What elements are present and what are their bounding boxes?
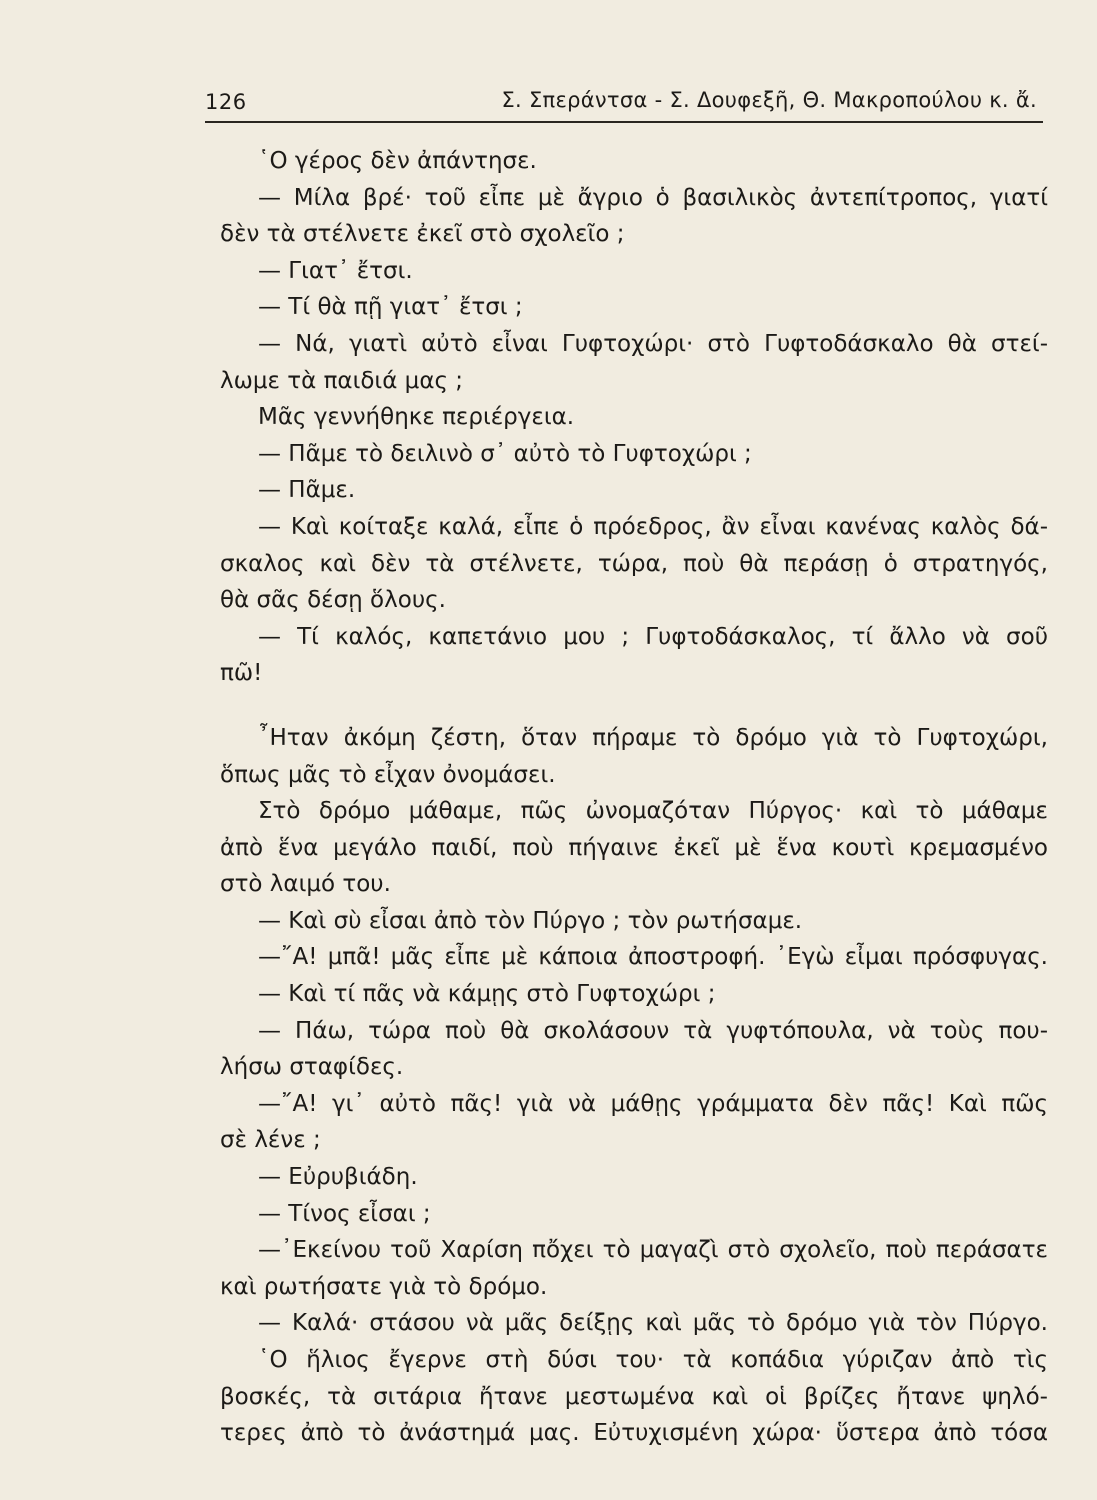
page-number: 126 [205,90,247,114]
text-line: —῎Α! γι᾽ αὐτὸ πᾶς! γιὰ νὰ μάθῃς γράμματα δὲν πᾶς! Καὶ πῶς [258,1090,1048,1117]
text-line: στὸ λαιμό του. [220,871,391,898]
text-line: ὅπως μᾶς τὸ εἶχαν ὀνομάσει. [220,761,556,788]
text-line: βοσκές, τὰ σιτάρια ἤτανε μεστωμένα καὶ οἱ βρίζες ἤτανε ψηλό- [220,1383,1048,1410]
text-line: σκαλος καὶ δὲν τὰ στέλνετε, τώρα, ποὺ θὰ περάσῃ ὁ στρατηγός, [220,550,1048,577]
text-line: καὶ ρωτήσατε γιὰ τὸ δρόμο. [220,1273,548,1300]
text-line: Μᾶς γεννήθηκε περιέργεια. [258,404,575,431]
text-line: — Μίλα βρέ· τοῦ εἶπε μὲ ἄγριο ὁ βασιλικὸς ἀντεπίτροπος, γιατί [258,184,1048,211]
text-line: ῾Ο γέρος δὲν ἀπάντησε. [258,148,537,174]
text-line: — Καὶ κοίταξε καλά, εἶπε ὁ πρόεδρος, ἂν εἶναι κανένας καλὸς δά- [258,513,1048,540]
running-head: Σ. Σπεράντσα - Σ. Δουφεξῆ, Θ. Μακροπούλου κ. ἄ. [501,88,1037,112]
text-line: — Τίνος εἶσαι ; [258,1200,431,1227]
text-line: —᾽Εκείνου τοῦ Χαρίση πὄχει τὸ μαγαζὶ στὸ σχολεῖο, ποὺ περάσατε [258,1237,1048,1264]
header-rule [205,121,1043,123]
text-line: — Πᾶμε. [258,477,356,504]
text-line: θὰ σᾶς δέσῃ ὅλους. [220,587,446,614]
text-line: τερες ἀπὸ τὸ ἀνάστημά μας. Εὐτυχισμένη χώρα· ὕστερα ἀπὸ τόσα [220,1420,1048,1447]
text-line: — Πάω, τώρα ποὺ θὰ σκολάσουν τὰ γυφτόπουλα, νὰ τοὺς που- [258,1017,1048,1044]
page-header [205,84,1043,120]
text-line: ῏Ηταν ἀκόμη ζέστη, ὅταν πήραμε τὸ δρόμο γιὰ τὸ Γυφτοχώρι, [258,724,1048,751]
text-line: — Τί θὰ πῇ γιατ᾽ ἔτσι ; [258,294,523,321]
text-line: — Καὶ τί πᾶς νὰ κάμῃς στὸ Γυφτοχώρι ; [258,981,716,1008]
body-text [220,143,1048,1452]
text-line: Στὸ δρόμο μάθαμε, πῶς ὠνομαζόταν Πύργος· καὶ τὸ μάθαμε [258,798,1048,825]
text-line: σὲ λένε ; [220,1127,321,1154]
text-line: πῶ! [220,660,263,687]
text-line: —῎Α! μπᾶ! μᾶς εἶπε μὲ κάποια ἀποστροφή. ᾽Εγὼ εἶμαι πρόσφυγας. [258,944,1048,971]
text-line: ῾Ο ἥλιος ἔγερνε στὴ δύσι του· τὰ κοπάδια γύριζαν ἀπὸ τὶς [258,1347,1048,1373]
text-line: — Καὶ σὺ εἶσαι ἀπὸ τὸν Πύργο ; τὸν ρωτήσαμε. [258,907,803,934]
text-line: ἀπὸ ἕνα μεγάλο παιδί, ποὺ πήγαινε ἐκεῖ μὲ ἕνα κουτὶ κρεμασμένο [220,834,1048,861]
text-line: — Νά, γιατὶ αὐτὸ εἶναι Γυφτοχώρι· στὸ Γυφτοδάσκαλο θὰ στεί- [258,330,1048,357]
text-line: δὲν τὰ στέλνετε ἐκεῖ στὸ σχολεῖο ; [220,221,625,248]
text-line: — Γιατ᾽ ἔτσι. [258,257,413,284]
text-line: — Εὐρυβιάδη. [258,1164,418,1191]
text-line: λήσω σταφίδες. [220,1054,404,1081]
text-line: — Πᾶμε τὸ δειλινὸ σ᾽ αὐτὸ τὸ Γυφτοχώρι ; [258,440,752,467]
text-line: — Τί καλός, καπετάνιο μου ; Γυφτοδάσκαλος, τί ἄλλο νὰ σοῦ [258,623,1048,650]
text-line: λωμε τὰ παιδιά μας ; [220,367,464,394]
text-line: — Καλά· στάσου νὰ μᾶς δείξῃς καὶ μᾶς τὸ δρόμο γιὰ τὸν Πύργο. [258,1310,1048,1337]
